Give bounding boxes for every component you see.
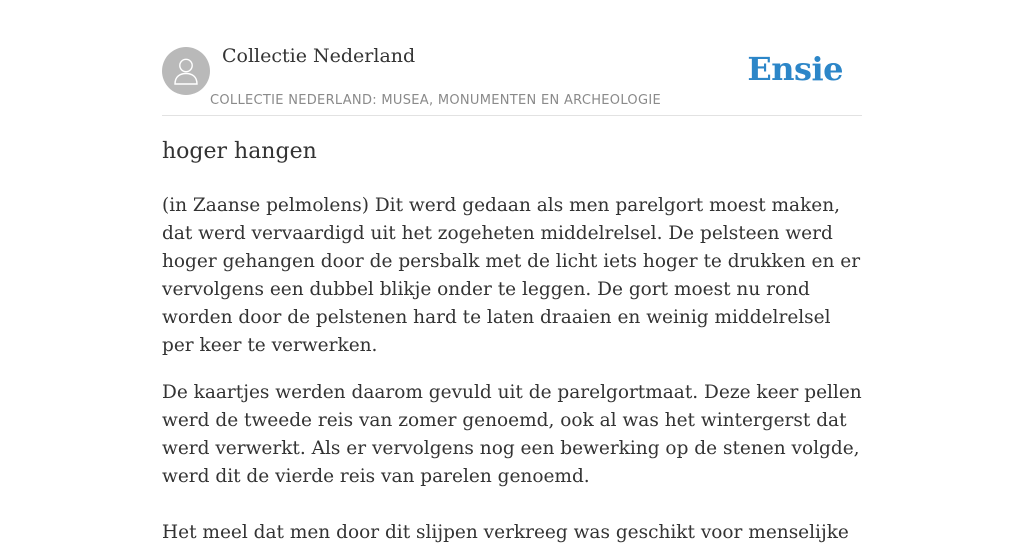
- entry-paragraph: De kaartjes werden daarom gevuld uit de parelgortmaat. Deze keer pellen werd de tweede reis van zomer genoemd, ook al was het wintergerst dat werd verwerkt. Als er vervolgens nog een bewerking op de stenen volgde, werd dit de vierde reis van parelen genoemd.: [162, 382, 862, 487]
- brand-logo[interactable]: Ensie: [747, 50, 843, 88]
- entry-header: [162, 0, 862, 116]
- author-name[interactable]: Collectie Nederland: [222, 45, 416, 67]
- entry-title: hoger hangen: [162, 139, 317, 164]
- source-label[interactable]: COLLECTIE NEDERLAND: MUSEA, MONUMENTEN EN ARCHEOLOGIE: [210, 93, 661, 108]
- avatar[interactable]: [162, 47, 210, 95]
- entry-paragraph: (in Zaanse pelmolens) Dit werd gedaan als men parelgort moest maken, dat werd vervaardigd uit het zogeheten middelrelsel. De pelsteen werd hoger gehangen door de persbalk met de licht iets hoger te drukken en er vervolgens een dubbel blikje onder te leggen. De gort moest nu rond worden door de pelstenen hard te laten draaien en weinig middelrelsel per keer te verwerken.: [162, 195, 861, 356]
- user-icon: [172, 56, 200, 86]
- entry-paragraph: Het meel dat men door dit slijpen verkreeg was geschikt voor menselijke: [162, 522, 849, 543]
- entry-body: [162, 192, 864, 547]
